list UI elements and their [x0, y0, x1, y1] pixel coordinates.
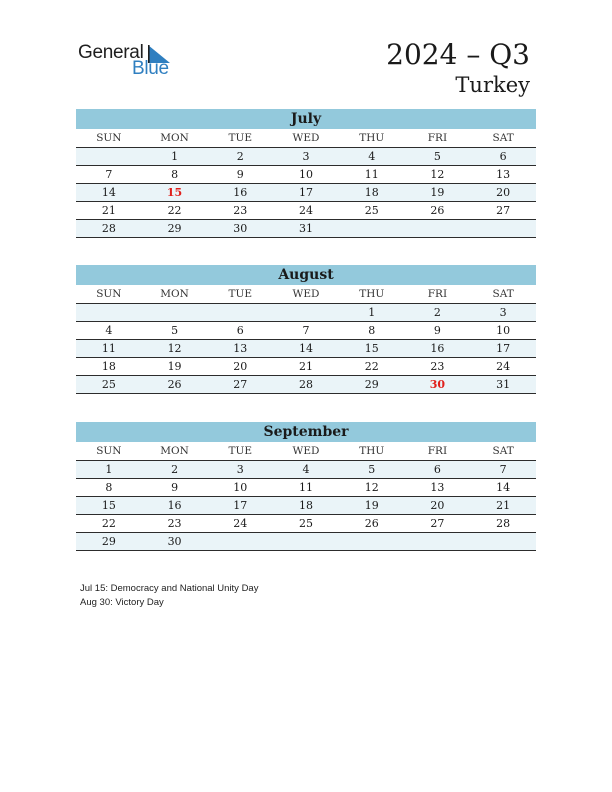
weekday-label: FRI	[427, 288, 448, 300]
day-cell	[339, 533, 405, 550]
day-cell: 21	[101, 204, 116, 217]
page-title: 2024 – Q3	[386, 38, 530, 71]
day-cell: 16	[405, 340, 471, 357]
weekday-label: SAT	[492, 445, 514, 457]
day-cell: 30	[405, 376, 471, 393]
day-cell: 4	[339, 148, 405, 165]
day-cell: 25	[76, 376, 142, 393]
week-row	[76, 183, 536, 201]
day-cell: 1	[142, 148, 208, 165]
weekday-label: THU	[359, 445, 385, 457]
day-cell: 16	[142, 497, 208, 514]
day-cell: 10	[496, 324, 511, 337]
generalblue-logo	[78, 42, 188, 82]
day-cell: 28	[496, 517, 511, 530]
day-cell	[273, 533, 339, 550]
day-cell: 27	[207, 376, 273, 393]
weekday-label: WED	[292, 132, 320, 144]
day-cell: 17	[273, 184, 339, 201]
week-row	[76, 375, 536, 394]
day-cell: 7	[302, 324, 310, 337]
day-cell: 6	[470, 148, 536, 165]
holiday-note: Aug 30: Victory Day	[80, 597, 164, 608]
day-cell: 27	[430, 517, 445, 530]
day-cell: 17	[207, 497, 273, 514]
day-cell: 15	[339, 340, 405, 357]
day-cell: 3	[470, 304, 536, 321]
day-cell: 28	[273, 376, 339, 393]
day-cell: 18	[273, 497, 339, 514]
logo-text-general: General	[78, 42, 144, 63]
day-cell: 24	[298, 204, 313, 217]
weekday-label: TUE	[228, 132, 253, 144]
weekday-label: TUE	[228, 288, 253, 300]
day-cell: 1	[339, 304, 405, 321]
day-cell: 7	[105, 168, 113, 181]
day-cell: 26	[364, 517, 379, 530]
country-name: Turkey	[455, 73, 530, 97]
day-cell: 25	[364, 204, 379, 217]
day-cell: 13	[496, 168, 511, 181]
day-cell: 6	[405, 461, 471, 478]
day-cell: 4	[105, 324, 113, 337]
day-cell: 22	[167, 204, 182, 217]
day-cell: 21	[298, 360, 313, 373]
day-cell: 29	[142, 220, 208, 237]
day-cell: 11	[298, 481, 313, 494]
weekday-label: SAT	[492, 132, 514, 144]
weekday-header-row	[76, 442, 536, 460]
week-row	[76, 147, 536, 165]
holiday-notes	[80, 582, 258, 610]
day-cell: 2	[142, 461, 208, 478]
week-row	[76, 339, 536, 357]
weekday-label: SUN	[96, 288, 122, 300]
weekday-label: THU	[359, 288, 385, 300]
day-cell: 8	[105, 481, 113, 494]
month-september	[76, 422, 536, 551]
weekday-label: MON	[160, 288, 189, 300]
week-row	[76, 357, 536, 375]
day-cell: 14	[76, 184, 142, 201]
day-cell: 19	[167, 360, 182, 373]
week-row	[76, 303, 536, 321]
day-cell: 17	[470, 340, 536, 357]
day-cell: 15	[76, 497, 142, 514]
day-cell	[405, 533, 471, 550]
day-cell: 22	[364, 360, 379, 373]
day-cell: 12	[364, 481, 379, 494]
day-cell: 3	[207, 461, 273, 478]
day-cell: 20	[470, 184, 536, 201]
day-cell: 12	[142, 340, 208, 357]
week-row	[76, 321, 536, 339]
day-cell: 1	[76, 461, 142, 478]
week-row	[76, 219, 536, 238]
weekday-label: MON	[160, 445, 189, 457]
weekday-label: SUN	[96, 132, 122, 144]
day-cell: 11	[364, 168, 379, 181]
day-cell: 2	[405, 304, 471, 321]
week-row	[76, 496, 536, 514]
day-cell	[339, 220, 405, 237]
day-cell: 22	[101, 517, 116, 530]
day-cell	[470, 533, 536, 550]
week-row	[76, 478, 536, 496]
week-row	[76, 165, 536, 183]
day-cell: 2	[207, 148, 273, 165]
logo-text-blue: Blue	[132, 58, 169, 79]
day-cell: 5	[171, 324, 179, 337]
week-row	[76, 201, 536, 219]
month-july	[76, 109, 536, 238]
day-cell: 9	[236, 168, 244, 181]
day-cell: 25	[298, 517, 313, 530]
month-title: August	[76, 265, 536, 285]
day-cell: 24	[233, 517, 248, 530]
week-row	[76, 460, 536, 478]
day-cell: 30	[142, 533, 208, 550]
day-cell	[405, 220, 471, 237]
day-cell: 16	[207, 184, 273, 201]
day-cell: 5	[405, 148, 471, 165]
day-cell: 29	[339, 376, 405, 393]
weekday-label: THU	[359, 132, 385, 144]
day-cell: 31	[470, 376, 536, 393]
day-cell: 23	[430, 360, 445, 373]
month-title: July	[76, 109, 536, 129]
day-cell: 8	[368, 324, 376, 337]
day-cell: 30	[207, 220, 273, 237]
day-cell: 18	[101, 360, 116, 373]
day-cell: 21	[470, 497, 536, 514]
day-cell	[76, 148, 142, 165]
day-cell: 10	[233, 481, 248, 494]
day-cell: 3	[273, 148, 339, 165]
day-cell	[207, 533, 273, 550]
day-cell: 13	[207, 340, 273, 357]
day-cell	[273, 304, 339, 321]
day-cell: 23	[233, 204, 248, 217]
weekday-header-row	[76, 129, 536, 147]
day-cell: 19	[339, 497, 405, 514]
month-title: September	[76, 422, 536, 442]
day-cell	[470, 220, 536, 237]
day-cell	[207, 304, 273, 321]
day-cell: 5	[339, 461, 405, 478]
day-cell: 11	[76, 340, 142, 357]
day-cell: 20	[405, 497, 471, 514]
day-cell: 18	[339, 184, 405, 201]
weekday-label: SAT	[492, 288, 514, 300]
month-august	[76, 265, 536, 394]
day-cell	[142, 304, 208, 321]
day-cell: 27	[496, 204, 511, 217]
day-cell: 26	[430, 204, 445, 217]
day-cell: 19	[405, 184, 471, 201]
weekday-label: MON	[160, 132, 189, 144]
day-cell: 9	[171, 481, 179, 494]
weekday-label: WED	[292, 288, 320, 300]
day-cell: 31	[273, 220, 339, 237]
day-cell: 10	[298, 168, 313, 181]
weekday-header-row	[76, 285, 536, 303]
day-cell: 14	[273, 340, 339, 357]
day-cell: 9	[433, 324, 441, 337]
day-cell: 24	[496, 360, 511, 373]
weekday-label: FRI	[427, 445, 448, 457]
day-cell: 13	[430, 481, 445, 494]
day-cell: 6	[236, 324, 244, 337]
week-row	[76, 532, 536, 551]
day-cell: 7	[470, 461, 536, 478]
holiday-note: Jul 15: Democracy and National Unity Day	[80, 583, 259, 594]
day-cell: 29	[76, 533, 142, 550]
weekday-label: FRI	[427, 132, 448, 144]
day-cell: 8	[171, 168, 179, 181]
weekday-label: WED	[292, 445, 320, 457]
day-cell: 4	[273, 461, 339, 478]
day-cell: 14	[496, 481, 511, 494]
weekday-label: TUE	[228, 445, 253, 457]
day-cell: 26	[142, 376, 208, 393]
day-cell	[76, 304, 142, 321]
day-cell: 15	[142, 184, 208, 201]
day-cell: 12	[430, 168, 445, 181]
day-cell: 20	[233, 360, 248, 373]
day-cell: 23	[167, 517, 182, 530]
day-cell: 28	[76, 220, 142, 237]
week-row	[76, 514, 536, 532]
weekday-label: SUN	[96, 445, 122, 457]
